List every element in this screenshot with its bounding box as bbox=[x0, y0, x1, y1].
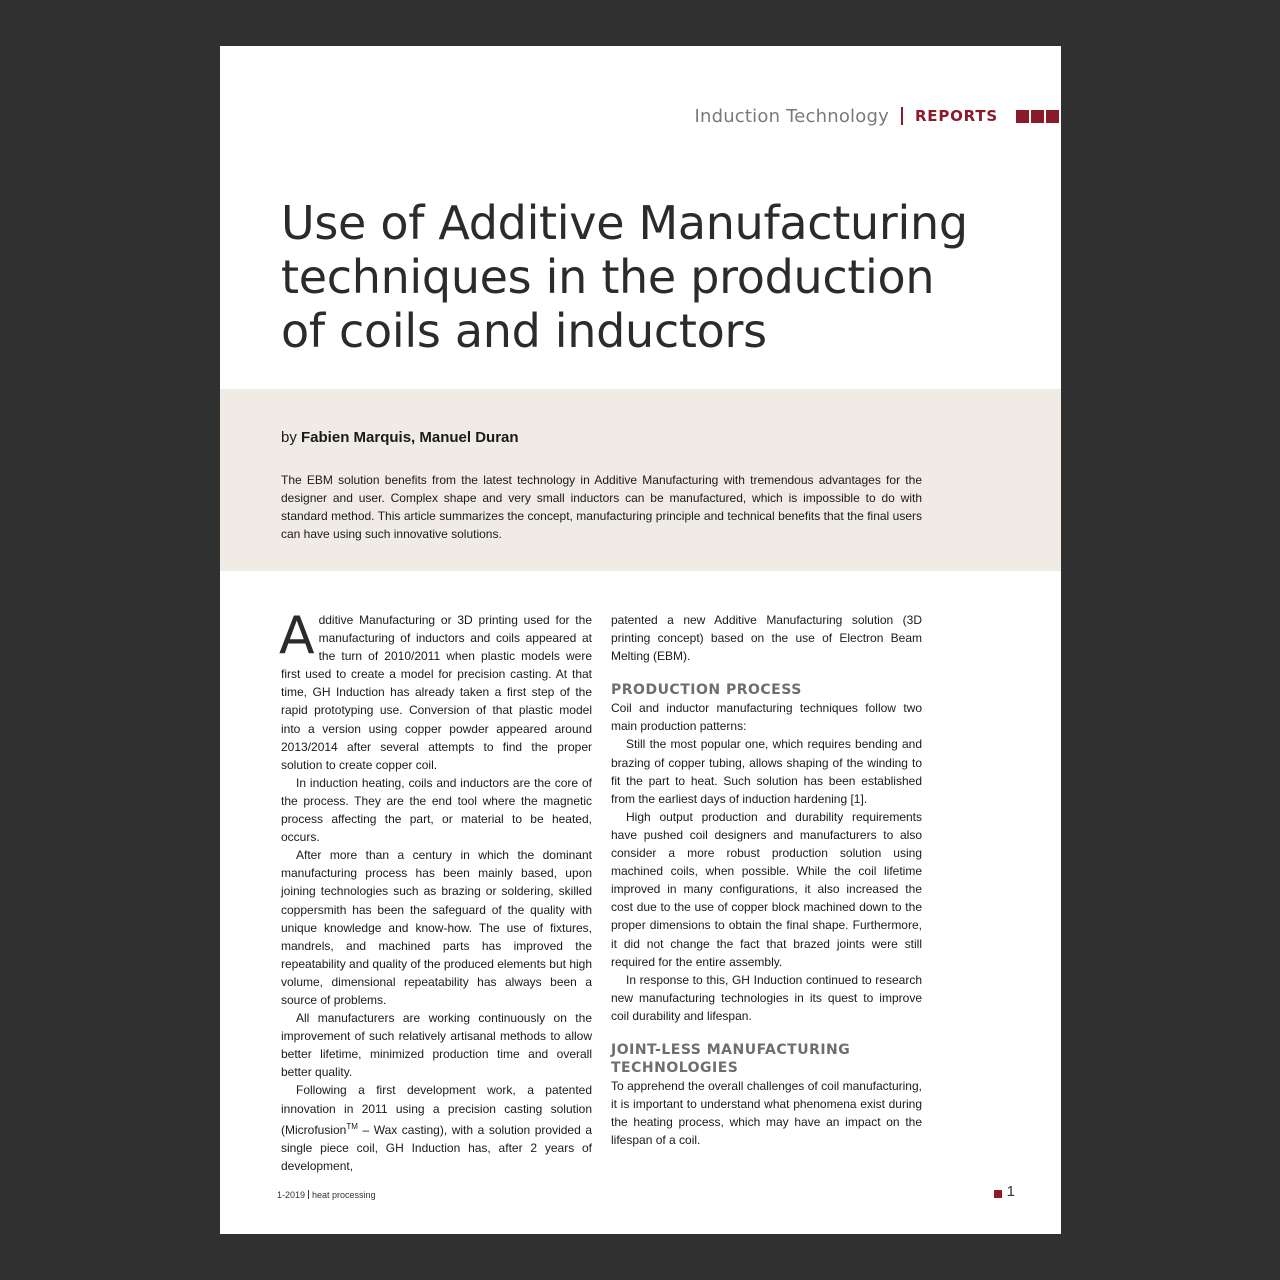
byline-prefix: by bbox=[281, 429, 297, 446]
section-name: Induction Technology bbox=[694, 105, 889, 127]
paragraph-text: Following a first development work, a patented innovation in 2011 using a precision casting solution (Microfusion bbox=[281, 1083, 592, 1137]
paragraph: All manufacturers are working continuously on the improvement of such relatively artisanal methods to allow better lifetime, minimized production time and overall better quality. bbox=[281, 1011, 592, 1080]
trademark-superscript: TM bbox=[346, 1121, 358, 1131]
paragraph-text: dditive Manufacturing or 3D printing used for the manufacturing of inductors and coils appeared at the turn of 2010/2011 when plastic models were first used to create a model for precision casting. At that time, GH Induction has already taken a first step of the rapid prototyping use. Conversion of that plastic model into a version using copper powder appeared around 2013/2014 after several attempts to find the proper solution to create copper coil. bbox=[281, 613, 592, 772]
paragraph bbox=[279, 606, 592, 774]
article-title: Use of Additive Manufacturing techniques in the production of coils and inductors bbox=[281, 196, 968, 358]
magazine-page bbox=[220, 46, 1061, 1234]
square-icon bbox=[994, 1190, 1002, 1198]
footer-issue bbox=[277, 1190, 376, 1200]
paragraph-text: – Wax casting), with a solution provided a single piece coil, GH Induction has, after 2 years of development, bbox=[281, 1122, 592, 1173]
paragraph: Still the most popular one, which requires bending and brazing of copper tubing, allows shaping of the winding to fit the part to heat. Such solution has been established from the earliest days of induction hardening [1]. bbox=[611, 737, 922, 806]
square-icon bbox=[1016, 110, 1029, 123]
paragraph: In induction heating, coils and inductors are the core of the process. They are the end tool where the magnetic process affecting the part, or material to be heated, occurs. bbox=[281, 775, 592, 845]
paragraph: High output production and durability requirements have pushed coil designers and manufacturers to also consider a more robust production solution using machined coils, when possible. While the coil lifetime improved in many configurations, it also increased the cost due to the use of copper block machined down to the proper dimensions to obtain the final shape. Furthermore, it did not change the fact that brazed joints were still required for the entire assembly. bbox=[611, 809, 922, 969]
footer-separator bbox=[308, 1190, 309, 1199]
category-label: REPORTS bbox=[914, 107, 998, 125]
byline-authors: Fabien Marquis, Manuel Duran bbox=[301, 429, 519, 446]
section-heading: PRODUCTION PROCESS bbox=[611, 682, 802, 699]
abstract-band bbox=[220, 389, 1061, 571]
abstract: The EBM solution benefits from the latest technology in Additive Manufacturing with tremendous advantages for the designer and user. Complex shape and very small inductors can be manufactured, which is impossible to do with standard method. This article summarizes the concept, manufacturing principle and technical benefits that the final users can have using such innovative solutions. bbox=[281, 473, 922, 541]
issue-number: 1-2019 bbox=[277, 1190, 306, 1200]
page-number: 1 bbox=[1006, 1183, 1015, 1200]
drop-cap: A bbox=[279, 606, 315, 666]
square-icon bbox=[1031, 110, 1044, 123]
paragraph bbox=[281, 1081, 592, 1174]
body-column-right bbox=[611, 611, 922, 1149]
footer-page bbox=[994, 1183, 1015, 1200]
paragraph: After more than a century in which the dominant manufacturing process has been mainly based, upon joining technologies such as brazing or soldering, skilled coppersmith has been the safeguard of the quality with unique knowledge and know-how. The use of fixtures, mandrels, and machined parts has improved the repeatability and quality of the produced elements but high volume, dimensional repeatability has always been a source of problems. bbox=[281, 848, 592, 1007]
paragraph: In response to this, GH Induction continued to research new manufacturing technologies in its quest to improve coil durability and lifespan. bbox=[611, 972, 922, 1023]
paragraph: Coil and inductor manufacturing techniques follow two main production patterns: bbox=[611, 701, 922, 734]
header-separator bbox=[901, 107, 903, 125]
body-column-left bbox=[279, 606, 592, 1175]
paragraph: patented a new Additive Manufacturing solution (3D printing concept) based on the use of Electron Beam Melting (EBM). bbox=[611, 613, 922, 664]
paragraph: To apprehend the overall challenges of coil manufacturing, it is important to understand what phenomena exist during the heating process, which may have an impact on the lifespan of a coil. bbox=[611, 1078, 922, 1148]
header-squares-decoration bbox=[1016, 110, 1061, 123]
square-icon bbox=[1046, 110, 1059, 123]
running-header bbox=[694, 104, 1061, 128]
section-heading: JOINT-LESS MANUFACTURING TECHNOLOGIES bbox=[611, 1041, 851, 1076]
publication-name: heat processing bbox=[312, 1190, 376, 1200]
byline bbox=[281, 429, 519, 446]
